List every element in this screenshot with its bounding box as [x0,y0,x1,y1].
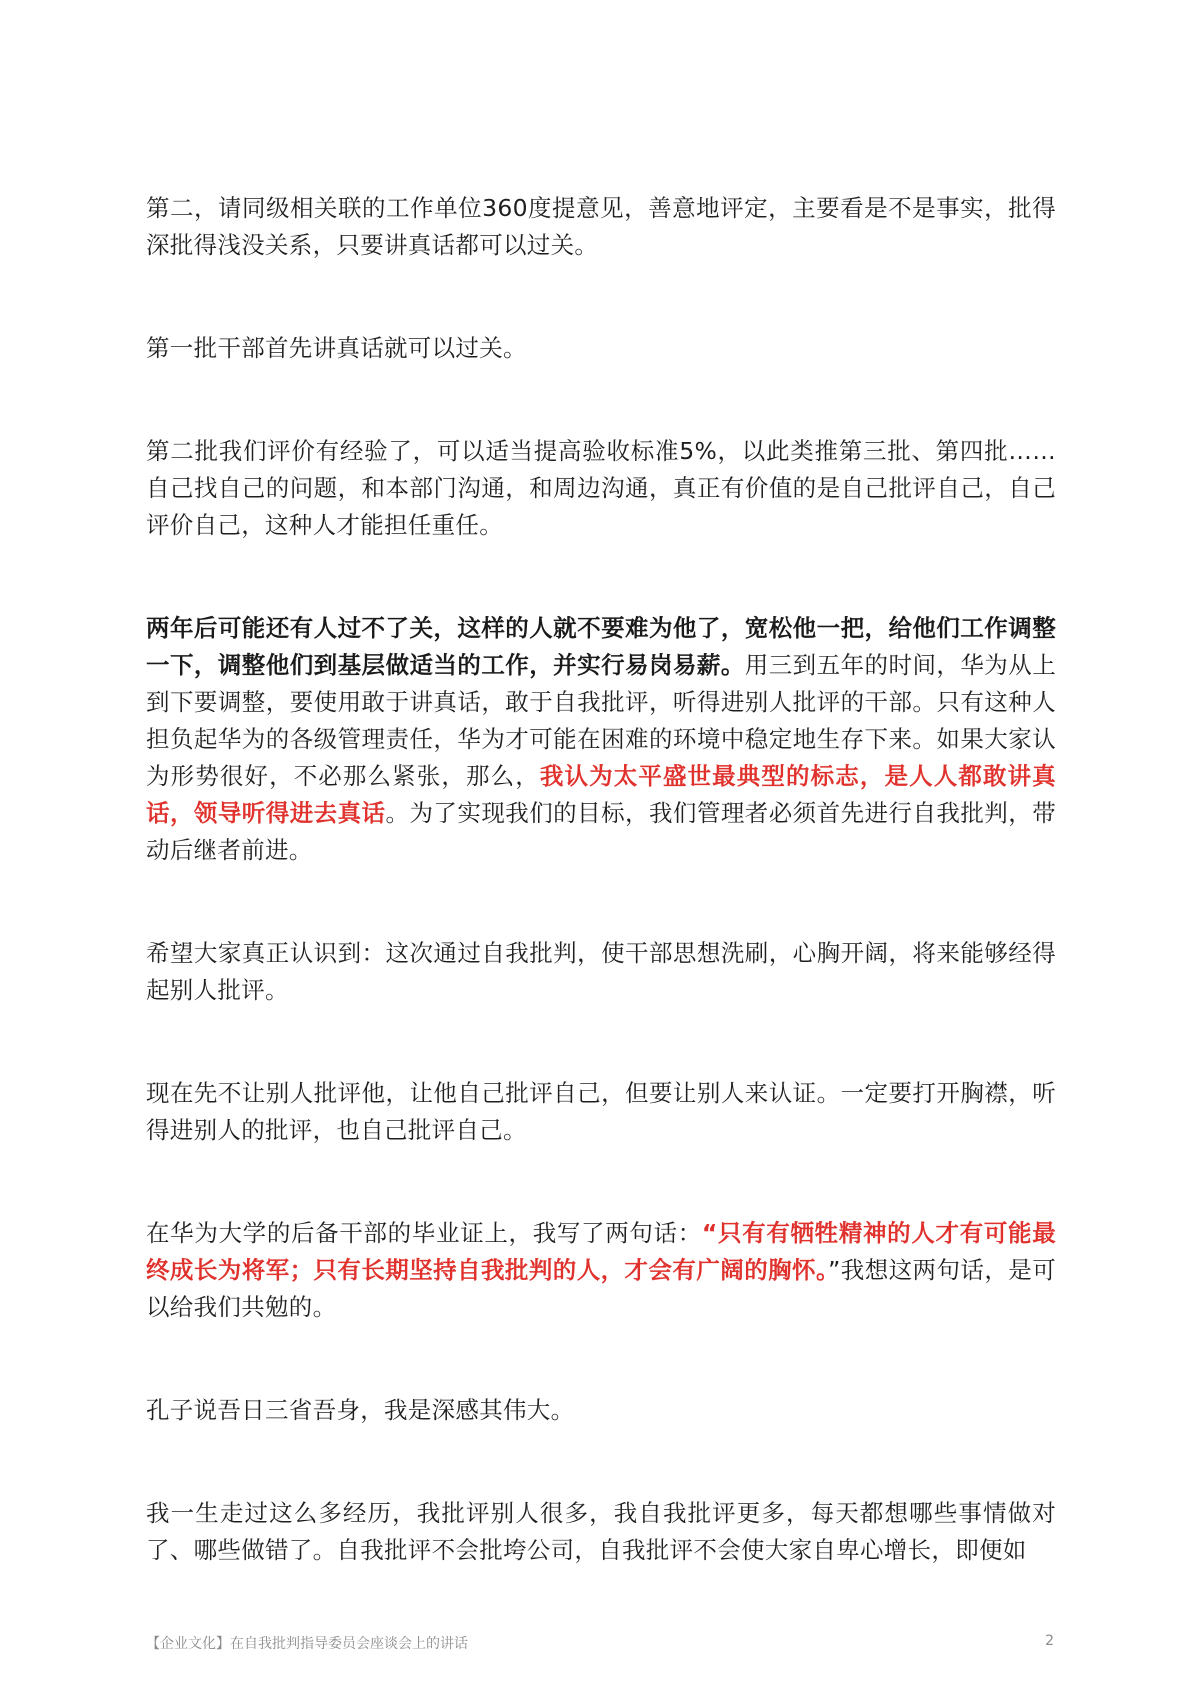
document-body [146,190,1056,1635]
paragraph-6: 现在先不让别人批评他，让他自己批评自己，但要让别人来认证。一定要打开胸襟，听得进别人的批评，也自己批评自己。 [146,1079,1056,1144]
paragraph-3: 第二批我们评价有经验了，可以适当提高验收标准5%，以此类推第三批、第四批……自己找自己的问题，和本部门沟通，和周边沟通，真正有价值的是自己批评自己，自己评价自己，这种人才能担任重任。 [146,437,1056,539]
paragraph-4 [146,610,1056,869]
paragraph-4-text-2: 。为了实现我们的目标，我们管理者必须首先进行自我批判，带动后继者前进。 [146,799,1056,864]
red-highlight-diploma-quote: “只有有牺牲精神的人才有可能最终成长为将军；只有长期坚持自我批判的人，才会有广阔的胸怀。 [146,1219,1056,1284]
red-highlight-quote: 我认为太平盛世最典型的标志，是人人都敢讲真话，领导听得进去真话 [146,762,1056,827]
paragraph-2: 第一批干部首先讲真话就可以过关。 [146,334,527,362]
paragraph-9: 我一生走过这么多经历，我批评别人很多，我自我批评更多，每天都想哪些事情做对了、哪些做错了。自我批评不会批垮公司，自我批评不会使大家自卑心增长，即便如 [146,1499,1056,1564]
page-footer [146,1633,1054,1653]
paragraph-4-text-1: 用三到五年的时间，华为从上到下要调整，要使用敢于讲真话，敢于自我批评，听得进别人批评的干部。只有这种人担负起华为的各级管理责任，华为才可能在困难的环境中稳定地生存下来。如果大家认为形势很好，不必那么紧张，那么， [146,651,1056,790]
paragraph-5: 希望大家真正认识到：这次通过自我批判，使干部思想洗刷，心胸开阔，将来能够经得起别人批评。 [146,939,1056,1004]
paragraph-7-text-1: 在华为大学的后备干部的毕业证上，我写了两句话： [146,1219,702,1247]
paragraph-1: 第二，请同级相关联的工作单位360度提意见，善意地评定，主要看是不是事实，批得深批得浅没关系，只要讲真话都可以过关。 [146,194,1056,259]
paragraph-8: 孔子说吾日三省吾身，我是深感其伟大。 [146,1396,575,1424]
bold-statement: 两年后可能还有人过不了关，这样的人就不要难为他了，宽松他一把，给他们工作调整一下，调整他们到基层做适当的工作，并实行易岗易薪。 [146,614,1056,679]
paragraph-7-text-2: ”我想这两句话，是可以给我们共勉的。 [146,1256,1056,1321]
footer-document-title: 【企业文化】在自我批判指导委员会座谈会上的讲话 [146,1636,468,1652]
footer-page-number: 2 [1045,1633,1054,1649]
paragraph-7 [146,1215,1056,1326]
